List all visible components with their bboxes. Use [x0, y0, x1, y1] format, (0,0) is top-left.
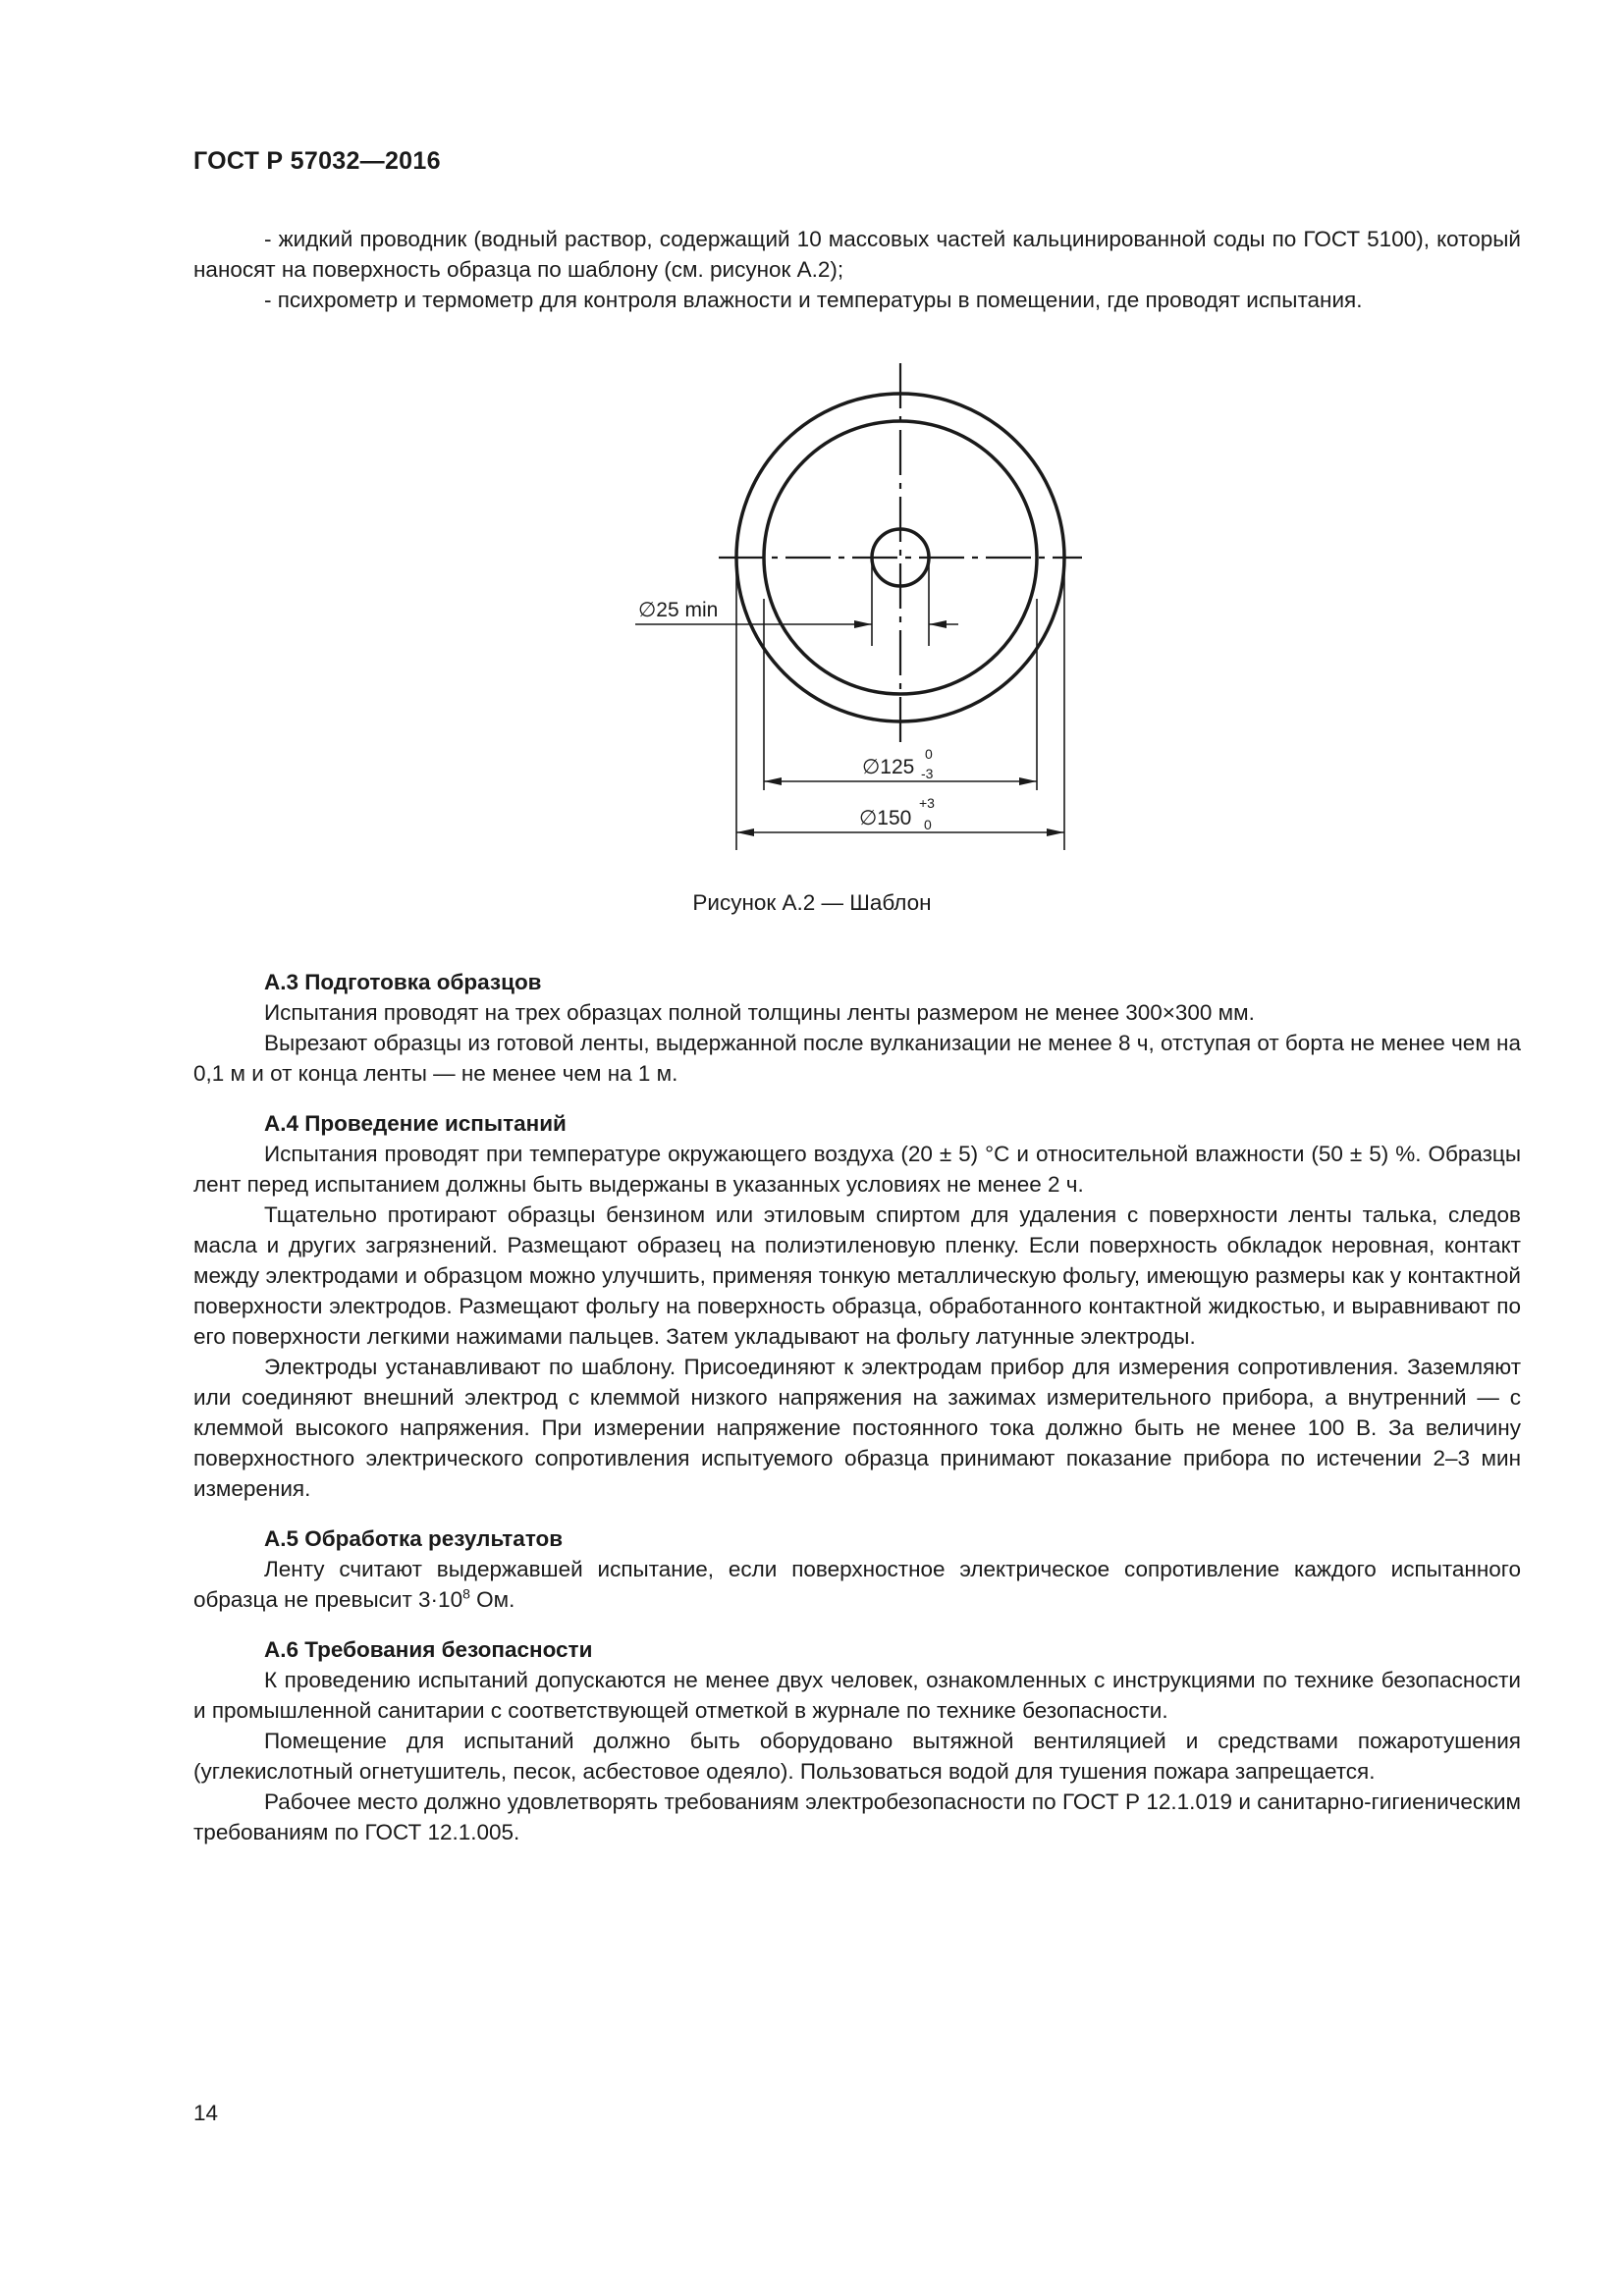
dim-150-label: ∅150 [859, 807, 912, 829]
dim-125-label: ∅125 [862, 756, 915, 778]
dim-hole-label: ∅25 min [638, 599, 719, 621]
paragraph: Помещение для испытаний должно быть оборудовано вытяжной вентиляцией и средствами пожаротушения (углекислотный огнетушитель, песок, асбестовое одеяло). Пользоваться водой для тушения пожара запрещается. [193, 1729, 1521, 1784]
paragraph: Тщательно протирают образцы бензином или этиловым спиртом для удаления с поверхности ленты талька, следов масла и других загрязнений. Размещают образец на полиэтиленовую пленку. Если поверхность обкладок неровная, контакт между электродами и образцом можно улучшить, применяя тонкую металлическую фольгу, имеющую размеры как у контактной поверхности электродов. Размещают фольгу на поверхность образца, обработанного контактной жидкостью, и выравнивают по его поверхности легкими нажимами пальцев. Затем укладывают на фольгу латунные электроды. [193, 1202, 1521, 1349]
resistance-text: Ленту считают выдержавшей испытание, если поверхностное электрическое сопротивление каждого испытанного образца не превысит 3·10 [193, 1557, 1521, 1612]
figure-caption: Рисунок А.2 — Шаблон [692, 890, 932, 915]
template-drawing [609, 353, 1100, 864]
dim-125-arrow-right [1019, 777, 1037, 785]
dim-125-upper-tolerance: 0 [925, 746, 933, 762]
paragraph: Рабочее место должно удовлетворять требованиям электробезопасности по ГОСТ Р 12.1.019 и санитарно-гигиеническим требованиям по ГОСТ 12.1.005. [193, 1789, 1521, 1844]
dim-hole-arrow-left [854, 620, 872, 628]
paragraph-resistance [193, 1554, 1521, 1615]
section-title: А.5 Обработка результатов [264, 1526, 564, 1551]
dim-150-arrow-left [736, 828, 754, 836]
dim-150-lower-tolerance: 0 [924, 817, 932, 832]
intro-item: - психрометр и термометр для контроля влажности и температуры в помещении, где проводят испытания. [264, 288, 1363, 312]
page-number: 14 [193, 2101, 219, 2125]
sections-block [193, 967, 1521, 1847]
paragraph: Электроды устанавливают по шаблону. Присоединяют к электродам прибор для измерения сопротивления. Заземляют или соединяют внешний электрод с клеммой низкого напряжения на зажимах измерительного прибора, а внутренний — с клеммой высокого напряжения. При измерении напряжение постоянного тока должно быть не менее 100 В. За величину поверхностного электрического сопротивления испытуемого образца принимают показание прибора по истечении 2–3 мин измерения. [193, 1355, 1521, 1501]
section-title: А.4 Проведение испытаний [264, 1111, 567, 1136]
resistance-exponent: 8 [462, 1585, 470, 1602]
intro-block [193, 224, 1521, 315]
paragraph: Вырезают образцы из готовой ленты, выдержанной после вулканизации не менее 8 ч, отступая от борта не менее чем на 0,1 м и от конца ленты — не менее чем на 1 м. [193, 1031, 1521, 1086]
section-title: А.3 Подготовка образцов [264, 970, 542, 994]
section-title: А.6 Требования безопасности [264, 1637, 593, 1662]
template-figure [609, 353, 1100, 864]
dim-hole-arrow-right [929, 620, 947, 628]
paragraph: Испытания проводят при температуре окружающего воздуха (20 ± 5) °С и относительной влажности (50 ± 5) %. Образцы лент перед испытанием должны быть выдержаны в указанных условиях не менее 2 ч. [193, 1142, 1521, 1197]
paragraph: Испытания проводят на трех образцах полной толщины ленты размером не менее 300×300 мм. [264, 1000, 1255, 1025]
dim-125-arrow-left [764, 777, 782, 785]
resistance-unit: Ом. [469, 1587, 515, 1612]
dim-150-arrow-right [1047, 828, 1064, 836]
document-header: ГОСТ Р 57032—2016 [193, 147, 441, 175]
paragraph: К проведению испытаний допускаются не менее двух человек, ознакомленных с инструкциями по технике безопасности и промышленной санитарии с соответствующей отметкой в журнале по технике безопасности. [193, 1668, 1521, 1723]
dim-125-lower-tolerance: -3 [921, 766, 934, 781]
dim-150-upper-tolerance: +3 [919, 795, 935, 811]
intro-item: - жидкий проводник (водный раствор, содержащий 10 массовых частей кальцинированной соды по ГОСТ 5100), который наносят на поверхность образца по шаблону (см. рисунок А.2); [193, 227, 1521, 282]
